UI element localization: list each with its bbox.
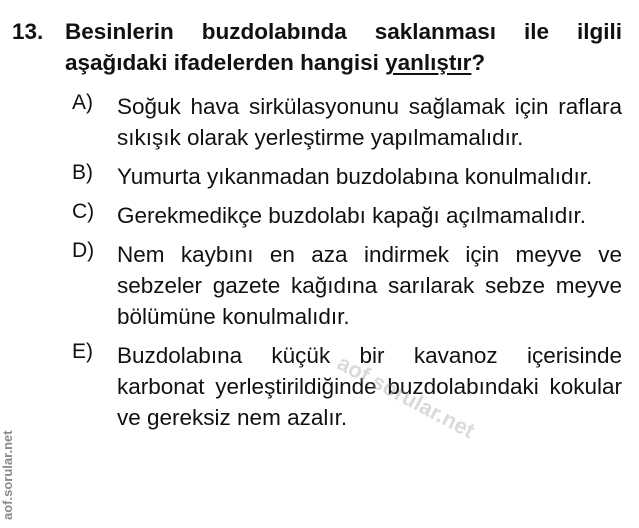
option-text: Nem kaybını en aza indirmek için meyve ve sebzeler gazete kağıdına sarılarak sebze meyve bölümüne konulmalıdır. [117,242,622,329]
option-letter: C) [72,200,95,223]
question-text-main: Besinlerin buzdolabında saklanması ile ilgili aşağıdaki ifadelerden hangisi [65,19,622,75]
option-d[interactable] [12,236,622,332]
question-number: 13. [12,19,44,44]
question-stem [12,16,622,78]
option-text: Buzdolabına küçük bir kavanoz içerisinde karbonat yerleştirildiğinde buzdolabındaki kokular ve gereksiz nem azalır. [117,343,622,430]
answer-options [12,88,622,433]
option-b[interactable] [12,158,622,192]
question-block [12,16,622,438]
option-c[interactable] [12,197,622,231]
option-letter: D) [72,239,95,262]
option-letter: E) [72,340,93,363]
option-text: Yumurta yıkanmadan buzdolabına konulmalıdır. [117,164,593,189]
option-text: Gerekmedikçe buzdolabı kapağı açılmamalıdır. [117,203,586,228]
question-text [65,16,622,78]
option-a[interactable] [12,88,622,153]
option-letter: B) [72,161,93,184]
question-text-end: ? [471,50,486,75]
watermark-diagonal: aof.sorular.net [333,350,479,444]
watermark-side: aof.sorular.net [0,430,15,520]
option-text: Soğuk hava sirkülasyonunu sağlamak için raflara sıkışık olarak yerleştirme yapılmamalıdır. [117,94,622,150]
option-letter: A) [72,91,93,114]
question-text-underlined: yanlıştır [385,50,472,75]
option-e[interactable] [12,337,622,433]
